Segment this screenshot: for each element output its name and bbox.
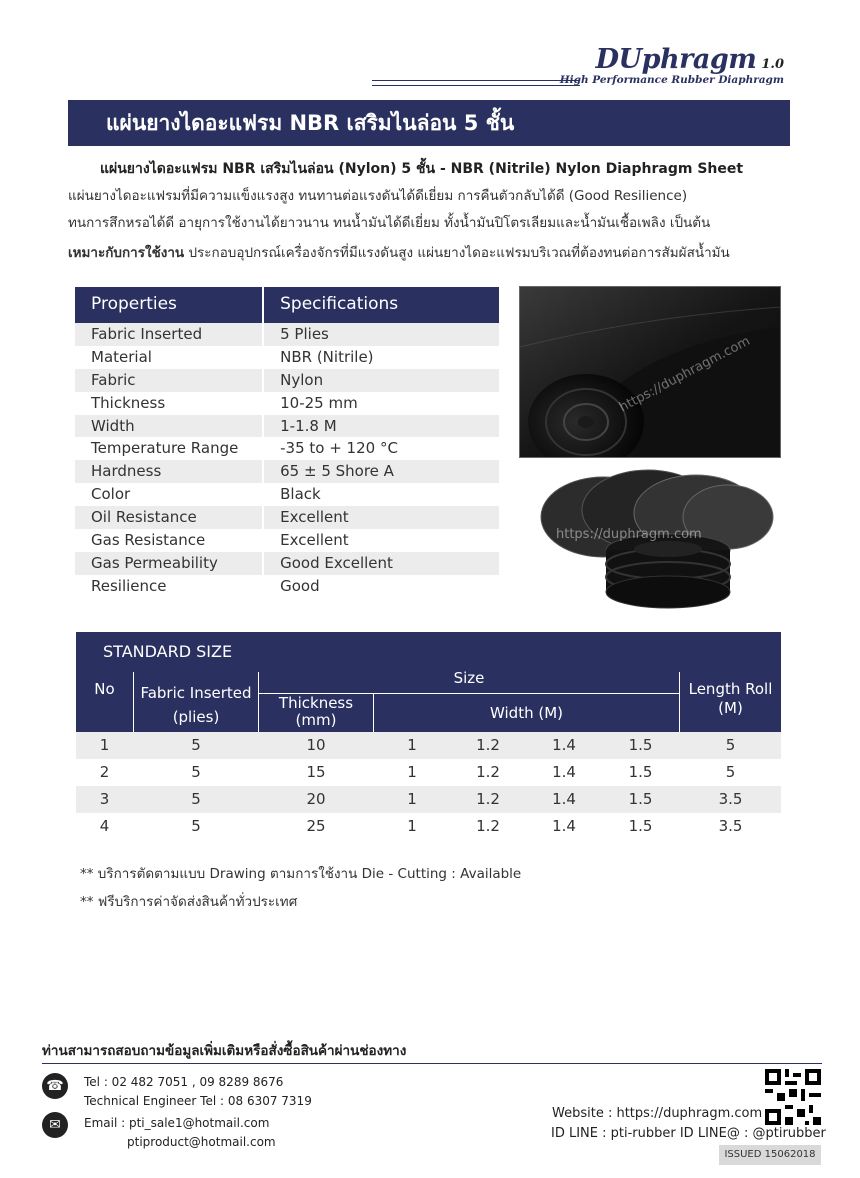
email-2[interactable]: ptiproduct@hotmail.com <box>127 1135 276 1149</box>
cell-w4: 1.5 <box>628 817 653 835</box>
cell-w3: 1.4 <box>552 790 576 808</box>
table-row <box>76 732 781 759</box>
cell-w3: 1.4 <box>552 763 576 781</box>
cell-w3: 1.4 <box>552 817 576 835</box>
property-row <box>75 346 499 369</box>
cell-w4: 1.5 <box>628 736 653 754</box>
cell-w2: 1.2 <box>476 790 500 808</box>
header-width: Width (M) <box>490 704 563 722</box>
header-fabric-label: Fabric Inserted <box>140 684 252 702</box>
brand-name: DUphragm <box>595 44 757 75</box>
page-title: แผ่นยางไดอะแฟรม NBR เสริมไนล่อน 5 ชั้น <box>68 100 790 146</box>
table-row <box>76 759 781 786</box>
brand-version: 1.0 <box>761 57 784 72</box>
email-icon: ✉ <box>42 1112 68 1138</box>
property-name: Oil Resistance <box>75 506 262 529</box>
header-thickness-unit: (mm) <box>295 711 337 729</box>
cell-w2: 1.2 <box>476 736 500 754</box>
note-die-cutting: ** บริการตัดตามแบบ Drawing ตามการใช้งาน Die - Cutting : Available <box>80 866 522 882</box>
property-spec: Black <box>280 485 321 504</box>
description-line-1: แผ่นยางไดอะแฟรมที่มีความแข็งแรงสูง ทนทานต่อแรงดันได้ดีเยี่ยม การคืนตัวกลับได้ดี (Good Resilience) <box>68 188 688 204</box>
cell-thickness: 25 <box>306 817 326 835</box>
property-row <box>75 483 499 506</box>
header-no: No <box>94 680 115 698</box>
property-row <box>75 552 499 575</box>
header-size: Size <box>453 669 485 687</box>
property-spec: 10-25 mm <box>280 393 358 412</box>
cell-no: 2 <box>99 763 110 781</box>
usage-text: ประกอบอุปกรณ์เครื่องจักรที่มีแรงดันสูง แผ่นยางไดอะแฟรมบริเวณที่ต้องทนต่อการสัมผัสน้ำมัน <box>184 245 730 261</box>
email-1[interactable]: Email : pti_sale1@hotmail.com <box>84 1116 270 1130</box>
property-name: Gas Permeability <box>75 552 262 575</box>
property-name: Material <box>91 347 152 366</box>
cell-no: 3 <box>99 790 110 808</box>
brand-logo <box>596 44 784 75</box>
cell-fabric: 5 <box>191 736 201 754</box>
property-spec: Good Excellent <box>264 552 499 575</box>
cell-w2: 1.2 <box>476 763 500 781</box>
header-length-label: Length Roll <box>688 680 773 698</box>
property-spec: 65 ± 5 Shore A <box>264 460 499 483</box>
property-name: Hardness <box>75 460 262 483</box>
properties-table <box>75 287 499 598</box>
brand-rule <box>372 80 580 86</box>
property-spec: Excellent <box>280 531 349 550</box>
property-row <box>75 529 499 552</box>
page-subtitle: แผ่นยางไดอะแฟรม NBR เสริมไนล่อน (Nylon) 5 ชั้น - NBR (Nitrile) Nylon Diaphragm Sheet <box>100 161 744 177</box>
property-spec: Nylon <box>264 369 499 392</box>
header-thickness <box>259 695 373 729</box>
rubber-roll-image <box>519 286 781 458</box>
cell-fabric: 5 <box>191 817 201 835</box>
cell-w1: 1 <box>407 736 417 754</box>
property-row <box>75 369 499 392</box>
header-length <box>680 680 781 718</box>
standard-size-header <box>76 668 781 732</box>
line-id-text: ID LINE : pti-rubber ID LINE@ : @ptirubber <box>551 1126 826 1141</box>
property-spec: -35 to + 120 °C <box>280 439 398 458</box>
table-row <box>76 786 781 813</box>
property-row <box>75 415 499 438</box>
diaphragm-discs-image <box>528 465 778 611</box>
property-name: Color <box>91 485 131 504</box>
property-spec: Excellent <box>264 506 499 529</box>
usage-label: เหมาะกับการใช้งาน <box>68 245 185 261</box>
website-text[interactable]: Website : https://duphragm.com <box>552 1106 763 1121</box>
property-spec: NBR (Nitrile) <box>280 347 374 366</box>
cell-fabric: 5 <box>191 763 201 781</box>
property-name: Temperature Range <box>91 439 239 458</box>
contact-title: ท่านสามารถสอบถามข้อมูลเพิ่มเติมหรือสั่งซื้อสินค้าผ่านช่องทาง <box>42 1043 407 1059</box>
qr-code-icon <box>765 1069 821 1125</box>
property-row <box>75 460 499 483</box>
header-properties: Properties <box>75 287 262 323</box>
cell-length: 5 <box>725 736 736 754</box>
property-name: Fabric <box>75 369 262 392</box>
property-spec: Good <box>280 576 320 595</box>
property-name: Fabric Inserted <box>75 323 262 346</box>
standard-size-title: STANDARD SIZE <box>76 632 781 668</box>
cell-w4: 1.5 <box>628 763 653 781</box>
watermark-text: https://duphragm.com <box>617 333 753 416</box>
cell-w2: 1.2 <box>476 817 500 835</box>
cell-thickness: 15 <box>306 763 326 781</box>
header-length-unit: (M) <box>718 699 743 717</box>
property-name: Thickness <box>91 393 166 412</box>
header-fabric-unit: (plies) <box>172 708 220 726</box>
property-name: Gas Resistance <box>91 531 206 550</box>
cell-fabric: 5 <box>191 790 201 808</box>
issued-badge: ISSUED 15062018 <box>719 1145 821 1165</box>
cell-length: 5 <box>725 763 736 781</box>
header-fabric <box>134 681 258 729</box>
property-name: Resilience <box>91 576 167 595</box>
cell-no: 1 <box>99 736 110 754</box>
header-specifications: Specifications <box>264 287 499 323</box>
property-name: Width <box>75 415 262 438</box>
table-row <box>76 813 781 840</box>
cell-thickness: 20 <box>306 790 326 808</box>
property-row <box>75 506 499 529</box>
cell-w1: 1 <box>407 817 417 835</box>
header-thickness-label: Thickness <box>278 694 354 712</box>
cell-w4: 1.5 <box>628 790 653 808</box>
description-line-3 <box>68 241 730 263</box>
cell-w1: 1 <box>407 790 417 808</box>
cell-w3: 1.4 <box>552 736 576 754</box>
phone-icon: ☎ <box>42 1073 68 1099</box>
watermark-text-2: https://duphragm.com <box>556 527 702 542</box>
property-spec: 5 Plies <box>264 323 499 346</box>
description-line-2: ทนการสึกหรอได้ดี อายุการใช้งานได้ยาวนาน ทนน้ำมันได้ดีเยี่ยม ทั้งน้ำมันปิโตรเลียมและน้ำมันเชื้อเพลิง เป็นต้น <box>68 215 711 231</box>
property-row <box>75 392 499 415</box>
standard-size-table <box>76 632 781 840</box>
cell-thickness: 10 <box>306 736 326 754</box>
property-row <box>75 575 499 598</box>
contact-divider <box>42 1063 822 1064</box>
tel-text: Tel : 02 482 7051 , 09 8289 8676 <box>84 1075 284 1089</box>
brand-tagline: High Performance Rubber Diaphragm <box>559 74 784 86</box>
engineer-tel-text: Technical Engineer Tel : 08 6307 7319 <box>84 1094 312 1108</box>
note-free-shipping: ** ฟรีบริการค่าจัดส่งสินค้าทั่วประเทศ <box>80 894 298 910</box>
properties-header <box>75 287 499 323</box>
property-row <box>75 323 499 346</box>
cell-w1: 1 <box>407 763 417 781</box>
cell-length: 3.5 <box>718 817 743 835</box>
cell-length: 3.5 <box>718 790 743 808</box>
cell-no: 4 <box>99 817 110 835</box>
property-row <box>75 437 499 460</box>
property-spec: 1-1.8 M <box>264 415 499 438</box>
